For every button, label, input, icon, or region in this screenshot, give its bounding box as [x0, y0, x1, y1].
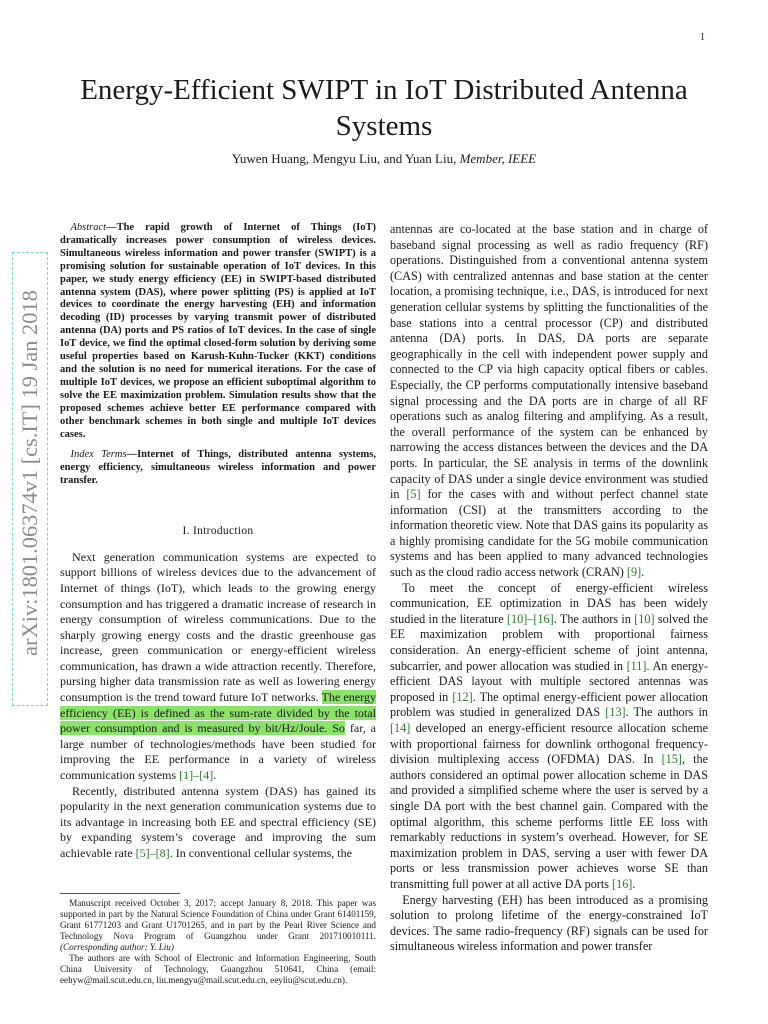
- body-paragraph-ee: To meet the concept of energy-efficient wireless communication, EE optimization in DAS has been widely studied in the literature [10]–[16]. The authors in [10] solved the EE maximization problem with proportional fairness consideration. An energy-efficient scheme of joint antenna, subcarrier, and power allocation was studied in [11]. An energy-efficient DAS layout with multiple sectored antennas was proposed in [12]. The optimal energy-efficient power allocation problem was studied in generalized DAS [13]. The authors in [14] developed an energy-efficient resource allocation scheme with proportional fairness for downlink orthogonal frequency-division multiplexing access (OFDMA) DAS. In [15], the authors considered an optimal power allocation scheme in DAS and provided a simplified scheme where the user is served by a single DA port with the best channel gain. Compared with the optimal algorithm, this scheme performs little EE loss with remarkably reductions in system’s overhead. However, for SE maximization problem in DAS, serving a user with fewer DA ports or less transmission power achieves worse SE than transmitting full power at all active DA ports [16].: [390, 580, 709, 891]
- highlighted-text: The energy efficiency (EE) is defined as the sum-rate divided by the total power consumption and is measured by bit/Hz/Joule. So: [60, 690, 376, 736]
- citation-link[interactable]: [16]: [612, 876, 633, 891]
- citation-link[interactable]: [10]: [634, 611, 655, 626]
- footnote-affiliation: The authors are with School of Electronic and Information Engineering, South China University of Technology, Guangzhou 510641, China (email: eehyw@mail.scut.edu.cn, liu.mengyu@mail.scut.edu.cn, eeyliu@scut.edu.cn).: [60, 952, 376, 985]
- right-column: [390, 222, 708, 955]
- authors: Yuwen Huang, Mengyu Liu, and Yuan Liu,: [231, 151, 457, 166]
- intro-paragraph-2: Recently, distributed antenna system (DAS) has gained its popularity in the next generation communication systems due to its advantage in increasing both EE and spectral efficiency (SE) by expanding system’s coverage and improving the sum achievable rate [5]–[8]. In conventional cellular systems, the: [60, 783, 376, 860]
- index-terms-body: —Internet of Things, distributed antenna systems, energy efficiency, simultaneous wireless information and power transfer.: [60, 449, 376, 487]
- index-terms-lead: Index Terms: [70, 449, 127, 461]
- citation-link[interactable]: [12]: [452, 689, 473, 704]
- abstract-body: —The rapid growth of Internet of Things (IoT) dramatically increases power consumption of wireless devices. Simultaneous wireless information and power transfer (SWIPT) is a promising solution for sustainable operation of IoT devices. In this paper, we study energy efficiency (EE) in SWIPT-based distributed antenna system (DAS), where power splitting (PS) is applied at IoT devices to coordinate the energy harvesting (EH) and information decoding (ID) processes by varying transmit power of distributed antenna (DA) ports and PS ratios of IoT devices. In the case of single IoT device, we find the optimal closed-form solution by deriving some useful properties based on Karush-Kuhn-Tucker (KKT) conditions and the solution is no need for numerical iterations. For the case of multiple IoT devices, we propose an efficient suboptimal algorithm to solve the EE maximization problem. Simulation results show that the proposed schemes achieve better EE performance compared with other benchmark schemes in both single and multiple IoT devices cases.: [60, 222, 376, 440]
- author-list: [40, 151, 728, 167]
- citation-link[interactable]: [5]–[8]: [135, 846, 170, 860]
- section-heading-introduction: I. Introduction: [182, 525, 254, 538]
- arxiv-stamp[interactable]: arXiv:1801.06374v1 [cs.IT] 19 Jan 2018: [17, 290, 42, 656]
- page-number: 1: [700, 32, 705, 43]
- body-paragraph-das: antennas are co-located at the base station and in charge of baseband signal processing as well as radio frequency (RF) operations. Distinguished from a conventional antenna system (CAS) with centralized antennas and base station at the center location, a promising technique, i.e., DAS, is introduced for next generation cellular systems by splitting the functionalities of the base stations into a central processor (CP) and distributed antenna (DA) ports. In DAS, DA ports are separate geographically in the cell with independent power supply and connected to the CP via high capacity optical fibers or cables. Especially, the CP performs computationally intensive baseband signal processing and the DA ports are in charge of all RF operations such as analog filtering and amplifying. As a result, the overall performance of the system can be enhanced by narrowing the access distances between the devices and the DA ports. In particular, the SE analysis in terms of the downlink capacity of DAS under a single device environment was studied in [5] for the cases with and without perfect channel state information (CSI) at the transmitters according to the information theoretic view. Note that DAS gains its popularity as a highly promising candidate for the 5G mobile communication systems and has been applied to many advanced technologies such as the cloud radio access network (CRAN) [9].: [390, 222, 708, 580]
- footnote-divider: [60, 893, 180, 894]
- intro-paragraph-1: Next generation communication systems are expected to support billions of wireless devices due to the advancement of Internet of things (IoT), which leads to the growing energy consumption and has triggered a dramatic increase of research in energy consumption of wireless communications. Due to the sharply growing energy costs and the drastic greenhouse gas increase, green communication or energy-efficient wireless communication, has drawn a wide attraction recently. Therefore, pursing higher data transmission rate as well as lowering energy consumption is the trend toward future IoT networks. The energy efficiency (EE) is defined as the sum-rate divided by the total power consumption and is measured by bit/Hz/Joule. So far, a large number of technologies/methods have been studied for improving the EE performance in a variety of wireless communication systems [1]–[4].: [60, 549, 376, 783]
- citation-link[interactable]: [11]: [626, 658, 647, 673]
- abstract-lead: Abstract: [70, 222, 107, 233]
- citation-link[interactable]: [14]: [390, 721, 411, 735]
- index-terms: [60, 449, 376, 488]
- citation-link[interactable]: [1]–[4]: [179, 768, 214, 783]
- body-paragraph-eh: Energy harvesting (EH) has been introduced as a promising solution to prolong lifetime of the energy-constrained IoT devices. The same radio-frequency (RF) signals can be used for simultaneous wireless information and power transfer: [390, 892, 708, 954]
- author-suffix: Member, IEEE: [459, 151, 537, 166]
- paper-title: Energy-Efficient SWIPT in IoT Distributed Antenna Systems: [80, 74, 688, 142]
- citation-link[interactable]: [15]: [661, 752, 682, 767]
- left-column: [60, 222, 376, 986]
- abstract: [60, 222, 376, 441]
- citation-link[interactable]: [13]: [605, 705, 626, 720]
- footnote-manuscript: Manuscript received October 3, 2017; accept January 8, 2018. This paper was supported in part by the Natural Science Foundation of China under Grant 61401159, Grant 61771203 and Grant U1701265, and in part by the Pearl River Science and Technology Nova Program of Guangzhou under Grant 201710010111. (Corresponding author: Y. Liu): [60, 897, 376, 952]
- citation-link[interactable]: [9]: [626, 565, 642, 580]
- citation-link[interactable]: [5]: [406, 487, 421, 502]
- citation-link[interactable]: [10]–[16]: [506, 611, 554, 626]
